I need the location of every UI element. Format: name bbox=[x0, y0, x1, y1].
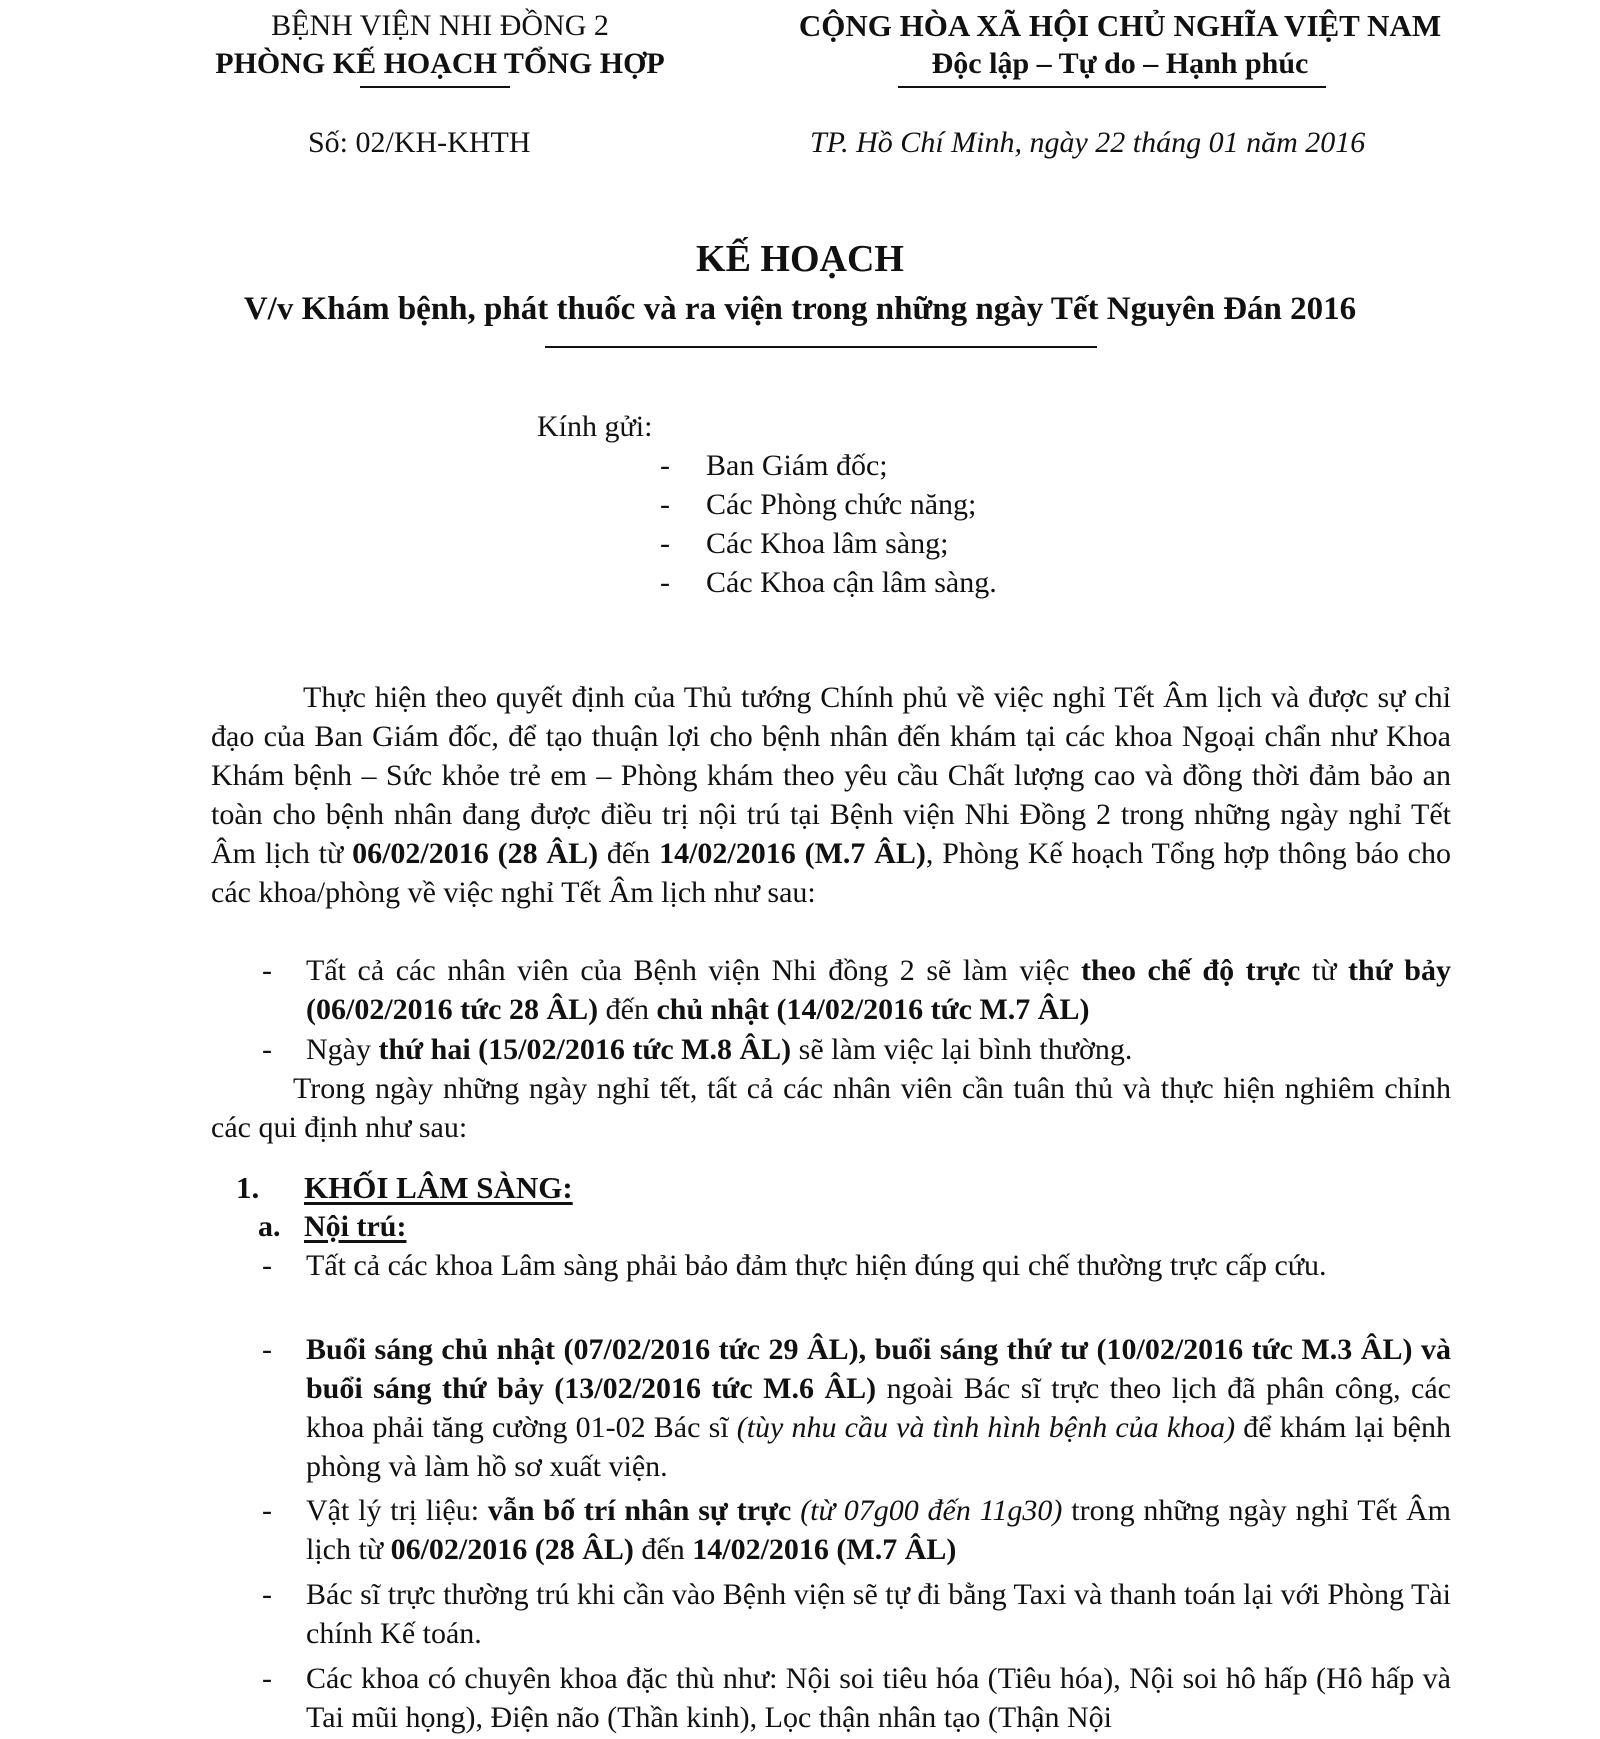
inpatient-item-2: - Buổi sáng chủ nhật (07/02/2016 tức 29 ÂL), buổi sáng thứ tư (10/02/2016 tức M.3 ÂL) và buổi sáng thứ bảy (13/02/2016 tức M.6 ÂL) ngoài Bác sĩ trực theo lịch đã phân công, các khoa phải tăng cường 01-02 Bác sĩ (tùy nhu cầu và tình hình bệnh của khoa) để khám lại bệnh phòng và làm hồ sơ xuất viện. bbox=[262, 1330, 1451, 1486]
recipient-dash: - bbox=[660, 488, 670, 521]
document-number: Số: 02/KH-KHTH bbox=[308, 126, 531, 159]
recipient-text: Ban Giám đốc; bbox=[706, 449, 888, 482]
inpatient-item-5: - Các khoa có chuyên khoa đặc thù như: Nội soi tiêu hóa (Tiêu hóa), Nội soi hô hấp (Hô hấp và Tai mũi họng), Điện não (Thần kinh), Lọc thận nhân tạo (Thận Nội bbox=[262, 1659, 1451, 1737]
subsection-letter: a. bbox=[258, 1210, 281, 1243]
bullet-dash: - bbox=[262, 1333, 272, 1366]
section-number: 1. bbox=[236, 1170, 260, 1205]
title-underline bbox=[545, 346, 1097, 348]
bullet-dash: - bbox=[262, 1578, 272, 1611]
document-subtitle: V/v Khám bệnh, phát thuốc và ra viện trong những ngày Tết Nguyên Đán 2016 bbox=[243, 291, 1357, 327]
nation-name: CỘNG HÒA XÃ HỘI CHỦ NGHĨA VIỆT NAM bbox=[798, 8, 1442, 43]
inpatient-item-4: - Bác sĩ trực thường trú khi cần vào Bệnh viện sẽ tự đi bằng Taxi và thanh toán lại với Phòng Tài chính Kế toán. bbox=[262, 1575, 1451, 1653]
motto-underline bbox=[898, 86, 1326, 88]
nation-motto: Độc lập – Tự do – Hạnh phúc bbox=[931, 47, 1309, 80]
inpatient-item-1: - Tất cả các khoa Lâm sàng phải bảo đảm thực hiện đúng qui chế thường trực cấp cứu. bbox=[262, 1246, 1451, 1285]
department-name: PHÒNG KẾ HOẠCH TỔNG HỢP bbox=[215, 47, 665, 80]
recipient-text: Các Khoa cận lâm sàng. bbox=[706, 566, 997, 599]
bullet-dash: - bbox=[262, 1249, 272, 1282]
inpatient-item-3: - Vật lý trị liệu: vẫn bố trí nhân sự trực (từ 07g00 đến 11g30) trong những ngày nghỉ Tết Âm lịch từ 06/02/2016 (28 ÂL) đến 14/02/2016 (M.7 ÂL) bbox=[262, 1491, 1451, 1569]
intro-bullet-1: - Tất cả các nhân viên của Bệnh viện Nhi đồng 2 sẽ làm việc theo chế độ trực từ thứ bảy (06/02/2016 tức 28 ÂL) đến chủ nhật (14/02/2016 tức M.7 ÂL) bbox=[262, 951, 1451, 1029]
bullet-dash: - bbox=[262, 1662, 272, 1695]
bullet-dash: - bbox=[262, 1494, 272, 1527]
hospital-name: BỆNH VIỆN NHI ĐỒNG 2 bbox=[271, 9, 609, 42]
rules-intro-paragraph: Trong ngày những ngày nghỉ tết, tất cả các nhân viên cần tuân thủ và thực hiện nghiêm chỉnh các qui định như sau: bbox=[211, 1072, 1451, 1144]
recipient-dash: - bbox=[660, 527, 670, 560]
document-title: KẾ HOẠCH bbox=[696, 238, 904, 280]
recipient-dash: - bbox=[660, 449, 670, 482]
place-date: TP. Hồ Chí Minh, ngày 22 tháng 01 năm 2016 bbox=[810, 126, 1366, 159]
subsection-title: Nội trú: bbox=[304, 1210, 407, 1243]
section-title: KHỐI LÂM SÀNG: bbox=[304, 1170, 573, 1205]
intro-paragraph: Thực hiện theo quyết định của Thủ tướng Chính phủ về việc nghỉ Tết Âm lịch và được sự chỉ đạo của Ban Giám đốc, để tạo thuận lợi cho bệnh nhân đến khám tại các khoa Ngoại chẩn như Khoa Khám bệnh – Sức khỏe trẻ em – Phòng khám theo yêu cầu Chất lượng cao và đồng thời đảm bảo an toàn cho bệnh nhân đang được điều trị nội trú tại Bệnh viện Nhi Đồng 2 trong những ngày nghỉ Tết Âm lịch từ 06/02/2016 (28 ÂL) đến 14/02/2016 (M.7 ÂL), Phòng Kế hoạch Tổng hợp thông báo cho các khoa/phòng về việc nghỉ Tết Âm lịch như sau: bbox=[211, 681, 1451, 909]
recipient-text: Các Phòng chức năng; bbox=[706, 488, 977, 521]
recipients-label: Kính gửi: bbox=[537, 410, 653, 443]
bullet-dash: - bbox=[262, 1033, 272, 1066]
department-underline bbox=[360, 86, 510, 88]
bullet-dash: - bbox=[262, 954, 272, 987]
intro-bullet-2: - Ngày thứ hai (15/02/2016 tức M.8 ÂL) sẽ làm việc lại bình thường. bbox=[262, 1030, 1451, 1069]
recipient-dash: - bbox=[660, 566, 670, 599]
recipient-text: Các Khoa lâm sàng; bbox=[706, 527, 949, 560]
